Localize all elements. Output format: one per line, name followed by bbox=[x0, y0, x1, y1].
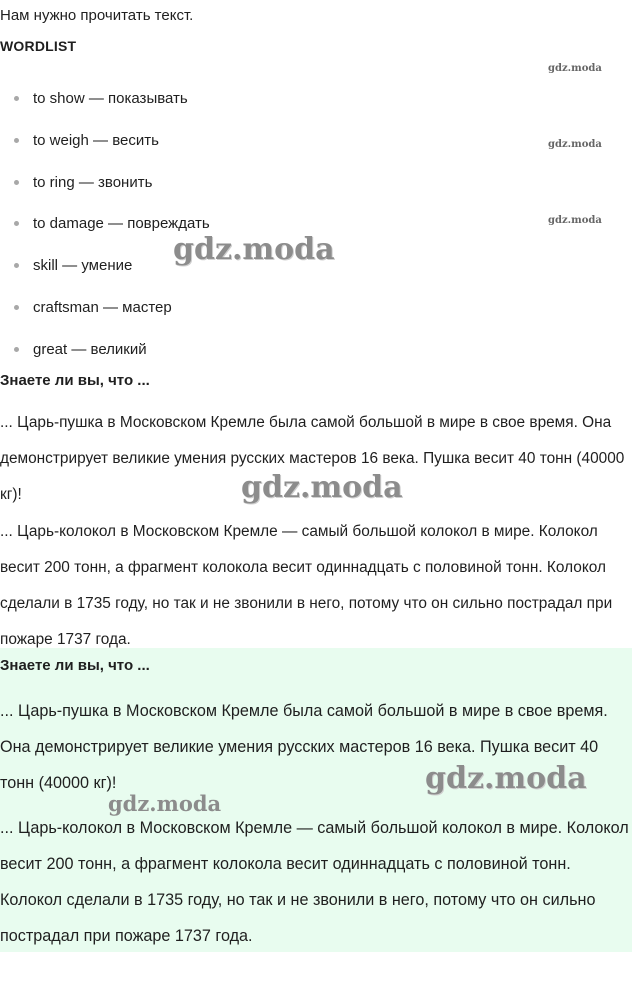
bullet-icon bbox=[14, 180, 19, 185]
bullet-icon bbox=[14, 96, 19, 101]
watermark-logo: gdz.moda bbox=[241, 470, 403, 505]
word-entry: skill — умение bbox=[33, 257, 133, 275]
answer-did-you-know-title: Знаете ли вы, что ... bbox=[0, 657, 150, 674]
word-entry: craftsman — мастер bbox=[33, 298, 172, 316]
bullet-icon bbox=[14, 263, 19, 268]
watermark-logo: gdz.moda bbox=[548, 139, 602, 150]
bullet-icon bbox=[14, 305, 19, 310]
bullet-icon bbox=[14, 347, 19, 352]
watermark-logo: gdz.moda bbox=[548, 215, 602, 226]
list-item bbox=[0, 170, 210, 212]
word-entry: to ring — звонить bbox=[33, 173, 153, 191]
list-item bbox=[0, 253, 210, 295]
bullet-icon bbox=[14, 138, 19, 143]
answer-paragraph-tsar-bell: ... Царь-колокол в Московском Кремле — самый большой колокол в мире. Колокол весит 200 тонн, а фрагмент колокола весит одиннадцать с половиной тонн. Колокол сделали в 1735 году, но так и не звонили в него, потому что он сильно пострадал при пожаре 1737 года. bbox=[0, 819, 629, 945]
intro-text: Нам нужно прочитать текст. bbox=[0, 7, 194, 24]
answer-paragraph-tsar-cannon: ... Царь-пушка в Московском Кремле была самой большой в мире в свое время. Она демонстрирует великие умения русских мастеров 16 века. Пушка весит 40 тонн (40000 кг)! bbox=[0, 702, 608, 792]
bullet-icon bbox=[14, 221, 19, 226]
list-item bbox=[0, 128, 210, 170]
watermark-logo: gdz.moda bbox=[425, 761, 587, 796]
list-item bbox=[0, 211, 210, 253]
list-item bbox=[0, 86, 210, 128]
watermark-logo: gdz.moda bbox=[548, 63, 602, 74]
did-you-know-title: Знаете ли вы, что ... bbox=[0, 372, 150, 389]
word-entry: to weigh — весить bbox=[33, 131, 159, 149]
word-entry: to show — показывать bbox=[33, 90, 188, 107]
paragraph-tsar-bell: ... Царь-колокол в Московском Кремле — самый большой колокол в мире. Колокол весит 200 тонн, а фрагмент колокола весит одиннадцать с половиной тонн. Колокол сделали в 1735 году, но так и не звонили в него, потому что он сильно пострадал при пожаре 1737 года. bbox=[0, 523, 613, 648]
wordlist-title: WORDLIST bbox=[0, 38, 77, 54]
paragraph-tsar-cannon: ... Царь-пушка в Московском Кремле была самой большой в мире в свое время. Она демонстрирует великие умения русских мастеров 16 века. Пушка весит 40 тонн (40000 кг)! bbox=[0, 414, 625, 503]
word-entry: great — великий bbox=[33, 340, 147, 358]
list-item bbox=[0, 295, 210, 337]
word-entry: to damage — повреждать bbox=[33, 215, 210, 233]
watermark-logo: gdz.moda bbox=[108, 791, 222, 816]
wordlist bbox=[0, 86, 210, 379]
watermark-logo: gdz.moda bbox=[173, 232, 335, 267]
